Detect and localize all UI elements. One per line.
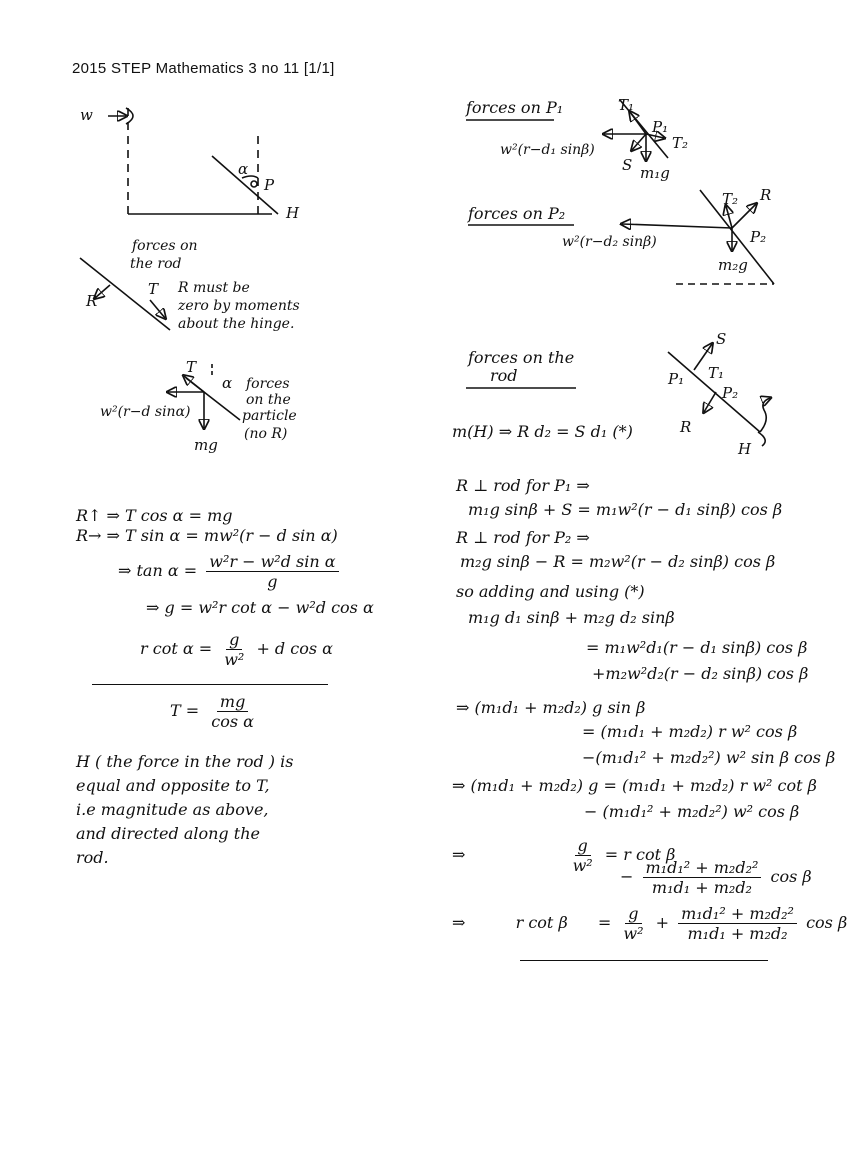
- particle-note-2: on the: [246, 392, 291, 408]
- eq-sum-lhs: m₁g d₁ sinβ + m₂g d₂ sinβ: [468, 608, 675, 627]
- eq-factor-lhs: ⇒ (m₁d₁ + m₂d₂) g sin β: [456, 698, 646, 717]
- rod-right-P1-label: P₁: [668, 370, 685, 388]
- p2-centripetal-label: w²(r−d₂ sinβ): [562, 234, 657, 250]
- particle-note-4: (no R): [244, 426, 288, 442]
- rod-forces-title-2: the rod: [130, 256, 182, 272]
- particle-centripetal-label: w²(r−d sinα): [100, 404, 191, 420]
- rod-R-label: R: [86, 292, 98, 310]
- rod-right-R-label: R: [680, 418, 692, 436]
- particle-alpha-label: α: [222, 374, 233, 392]
- divider-rule: [92, 684, 328, 685]
- conclusion-line-2: equal and opposite to T,: [76, 776, 270, 795]
- p2-title: forces on P₂: [468, 204, 566, 223]
- rod-right-H-label: H: [738, 440, 752, 458]
- eq-tension: T = $\frac{mg}{\text{cos α}}$: [170, 692, 254, 732]
- hinge-label: H: [286, 204, 300, 222]
- eq-factor-rhs-2: −(m₁d₁² + m₂d₂²) w² sin β cos β: [582, 748, 836, 767]
- eq-sum-rhs-2: +m₂w²d₂(r − d₂ sinβ) cos β: [592, 664, 809, 683]
- eq-divide: ⇒ (m₁d₁ + m₂d₂) g = (m₁d₁ + m₂d₂) r w² cot β: [452, 776, 817, 795]
- eq-rcot-alpha: r cot α = $\frac{g}{\text{w²}}$ + d cos α: [140, 630, 333, 670]
- eq-perp-p2-label: R ⊥ rod for P₂ ⇒: [456, 528, 590, 547]
- eq-perp-p1: m₁g sinβ + S = m₁w²(r − d₁ sinβ) cos β: [468, 500, 783, 519]
- p1-centripetal-label: w²(r−d₁ sinβ): [500, 142, 595, 158]
- eq-divide-2: − (m₁d₁² + m₂d₂²) w² cos β: [584, 802, 800, 821]
- eq-perp-p2: m₂g sinβ − R = m₂w²(r − d₂ sinβ) cos β: [460, 552, 776, 571]
- conclusion-line-5: rod.: [76, 848, 109, 867]
- p1-T1-label: T₁: [618, 96, 635, 114]
- eq-tan-alpha: ⇒ tan α = $\frac{\text{w²r − w²d sin α}}{g}$: [118, 552, 343, 591]
- eq-g: ⇒ g = w²r cot α − w²d cos α: [146, 598, 374, 617]
- eq-perp-p1-label: R ⊥ rod for P₁ ⇒: [456, 476, 590, 495]
- omega-label: w: [80, 106, 93, 124]
- conclusion-line-3: i.e magnitude as above,: [76, 800, 269, 819]
- rotation-diagram: [108, 108, 278, 214]
- eq-resolve-horizontal: R→ ⇒ T sin α = mw²(r − d sin α): [76, 526, 338, 545]
- rod-forces-title: forces on: [132, 238, 198, 254]
- rod-note-1: R must be: [178, 280, 250, 296]
- eq-factor-rhs-1: = (m₁d₁ + m₂d₂) r w² cos β: [582, 722, 798, 741]
- rod-T-label: T: [148, 280, 159, 298]
- particle-note-1: forces: [246, 376, 290, 392]
- p1-T2-label: T₂: [672, 134, 689, 152]
- eq-final: ⇒ r cot β = $\frac{g}{\text{w²}}$ + $\frac{\text{m₁d₁² + m₂d₂²}}{\text{m₁d₁ + m₂d₂}}$ cos β: [452, 904, 848, 944]
- p1-weight-label: m₁g: [640, 164, 670, 182]
- eq-moments-hinge: m(H) ⇒ R d₂ = S d₁ (*): [452, 422, 633, 441]
- p1-S-label: S: [622, 156, 633, 174]
- conclusion-line-1: H ( the force in the rod ) is: [76, 752, 294, 771]
- p1-P1-label: P₁: [652, 118, 669, 136]
- eq-g-over-w2: ⇒ $\frac{g}{\text{w²}}$ = r cot β: [452, 836, 676, 876]
- p2-T2-label: T₂: [722, 190, 739, 208]
- particle-weight-label: mg: [194, 436, 218, 454]
- rod-right-S-label: S: [716, 330, 727, 348]
- eq-sum-rhs-1: = m₁w²d₁(r − d₁ sinβ) cos β: [586, 638, 808, 657]
- p1-title: forces on P₁: [466, 98, 564, 117]
- rod-right-P2-label: P₂: [722, 384, 739, 402]
- eq-resolve-vertical: R↑ ⇒ T cos α = mg: [76, 506, 233, 525]
- rod-right-title-1: forces on the: [468, 348, 575, 367]
- particle-label: P: [264, 176, 275, 194]
- eq-g-over-w2-term: − $\frac{\text{m₁d₁² + m₂d₂²}}{\text{m₁d₁ + m₂d₂}}$ cos β: [620, 858, 812, 898]
- p2-weight-label: m₂g: [718, 256, 748, 274]
- particle-note-3: particle: [242, 408, 297, 424]
- page-header: 2015 STEP Mathematics 3 no 11 [1/1]: [72, 60, 335, 77]
- alpha-label: α: [238, 160, 249, 178]
- rod-right-title-2: rod: [490, 366, 518, 385]
- p2-R-label: R: [760, 186, 772, 204]
- rod-note-3: about the hinge.: [178, 316, 295, 332]
- conclusion-line-4: and directed along the: [76, 824, 260, 843]
- p2-P2-label: P₂: [750, 228, 767, 246]
- rod-note-2: zero by moments: [178, 298, 300, 314]
- particle-T-label: T: [186, 358, 197, 376]
- final-rule: [520, 960, 768, 961]
- rod-right-T1-label: T₁: [708, 364, 725, 382]
- eq-adding-note: so adding and using (*): [456, 582, 645, 601]
